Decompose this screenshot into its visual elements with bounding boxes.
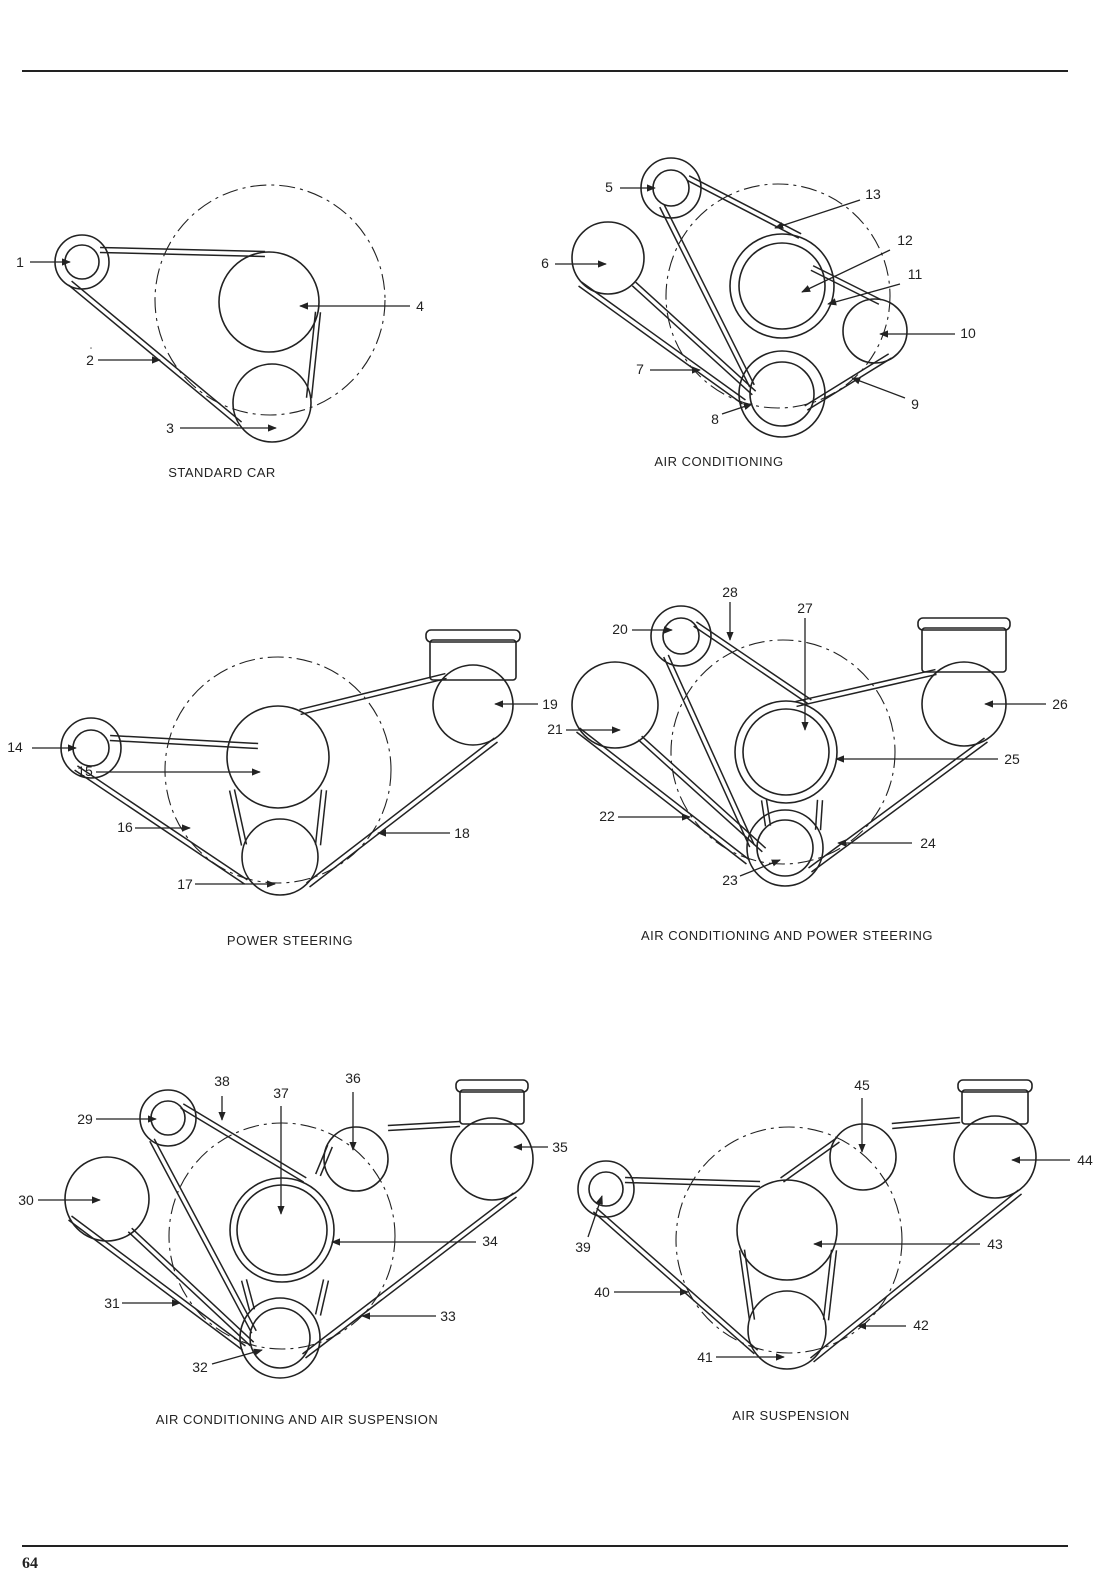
drive-belt	[71, 1216, 245, 1346]
fan-circle	[165, 657, 391, 883]
drive-belt	[307, 312, 316, 398]
drive-belt	[72, 281, 242, 422]
callout-number: 19	[542, 696, 558, 712]
leader-arrow	[775, 200, 860, 228]
diagram-caption: STANDARD CAR	[168, 465, 276, 480]
callout-number: 10	[960, 325, 976, 341]
callout-number: 23	[722, 872, 738, 888]
fan-circle	[155, 185, 385, 415]
callout-number: 32	[192, 1359, 208, 1375]
callout-number: 7	[636, 361, 644, 377]
callout-number: 4	[416, 298, 424, 314]
callout-number: 15	[77, 763, 93, 779]
pump-reservoir	[922, 628, 1006, 672]
callout-number: 12	[897, 232, 913, 248]
pump-reservoir	[460, 1090, 524, 1124]
water-pump-pulley	[227, 706, 329, 808]
power-steering-pulley	[433, 665, 513, 745]
water-pump-pulley-rim	[730, 234, 834, 338]
callout-number: 25	[1004, 751, 1020, 767]
drive-belt	[75, 770, 245, 884]
drive-belt	[150, 1141, 252, 1333]
callout-number: 18	[454, 825, 470, 841]
drive-belt	[183, 1104, 306, 1178]
idler-pulley	[843, 299, 907, 363]
callout-number: 43	[987, 1236, 1003, 1252]
callout-number: 33	[440, 1308, 456, 1324]
fan-circle	[676, 1127, 902, 1353]
water-pump-pulley	[219, 252, 319, 352]
callout-number: 8	[711, 411, 719, 427]
air-compressor-pulley	[324, 1127, 388, 1191]
callout-number: 16	[117, 819, 133, 835]
generator-pulley-rim	[651, 606, 711, 666]
callout-number: 20	[612, 621, 628, 637]
generator-pulley	[73, 730, 109, 766]
callout-number: 13	[865, 186, 881, 202]
drive-belt	[580, 728, 750, 860]
fan-circle	[671, 640, 895, 864]
compressor-pulley	[65, 1157, 149, 1241]
diagram-caption: AIR SUSPENSION	[732, 1408, 850, 1423]
water-pump-pulley	[743, 709, 829, 795]
drive-belt	[795, 670, 935, 702]
diagram-caption: POWER STEERING	[226, 933, 354, 948]
callout-number: 45	[854, 1077, 870, 1093]
drive-belt	[316, 790, 322, 845]
callout-number: 44	[1077, 1152, 1093, 1168]
callout-number: 6	[541, 255, 549, 271]
drive-belt	[100, 252, 265, 256]
drive-belt	[805, 354, 889, 406]
callout-number: 14	[7, 739, 23, 755]
water-pump-pulley	[737, 1180, 837, 1280]
drive-belt	[632, 286, 752, 395]
generator-pulley	[151, 1101, 185, 1135]
leader-arrow	[852, 378, 905, 398]
callout-number: 26	[1052, 696, 1068, 712]
drive-belt	[660, 207, 750, 387]
drive-belt	[593, 1212, 754, 1354]
callout-number: 39	[575, 1239, 591, 1255]
drive-belt	[306, 1197, 517, 1358]
diagram-caption: AIR CONDITIONING	[654, 454, 784, 469]
callout-number: 5	[605, 179, 613, 195]
drive-belt	[807, 358, 891, 410]
diagram-caption: AIR CONDITIONING AND POWER STEERING	[641, 928, 933, 943]
drive-belt	[781, 1138, 837, 1178]
drive-belt	[576, 732, 746, 864]
drive-belt	[581, 282, 745, 400]
generator-pulley	[65, 245, 99, 279]
pump-reservoir	[962, 1090, 1028, 1124]
drive-belt	[597, 1208, 758, 1350]
water-pump-pulley-rim	[735, 701, 837, 803]
drive-belt	[809, 738, 985, 868]
drive-belt	[306, 738, 494, 883]
callout-number: 2	[86, 352, 94, 368]
callout-number: 34	[482, 1233, 498, 1249]
callout-number: 27	[797, 600, 813, 616]
drive-belt	[636, 282, 756, 391]
callout-number: 41	[697, 1349, 713, 1365]
leader-arrow	[802, 250, 890, 292]
drive-belt	[687, 180, 799, 238]
drive-belt	[744, 1250, 754, 1320]
drive-belt	[310, 742, 498, 887]
power-unit-pulley	[451, 1118, 533, 1200]
generator-pulley	[653, 170, 689, 206]
drive-belt	[77, 766, 247, 880]
callout-number: 9	[911, 396, 919, 412]
drive-belt	[128, 1232, 250, 1346]
callout-number: 38	[214, 1073, 230, 1089]
generator-pulley-rim	[140, 1090, 196, 1146]
drive-belt	[388, 1126, 460, 1130]
callout-number: 37	[273, 1085, 289, 1101]
drive-belt	[762, 800, 766, 826]
crankshaft-pulley	[750, 362, 814, 426]
callout-number: 21	[547, 721, 563, 737]
drive-belt	[388, 1122, 460, 1126]
page-number: 64	[22, 1555, 38, 1572]
drive-belt	[230, 791, 242, 846]
diagram-caption: AIR CONDITIONING AND AIR SUSPENSION	[155, 1412, 439, 1427]
callout-number: 29	[77, 1111, 93, 1127]
drive-belt	[69, 1220, 243, 1350]
callout-number: 28	[722, 584, 738, 600]
drive-belt	[100, 248, 265, 252]
callout-number: 31	[104, 1295, 120, 1311]
callout-number: 35	[552, 1139, 568, 1155]
drive-belt	[892, 1122, 960, 1128]
bottom-rule	[22, 1545, 1068, 1547]
air-compressor-pulley	[830, 1124, 896, 1190]
drive-belt	[132, 1228, 254, 1342]
drive-belt	[625, 1182, 760, 1186]
callout-number: 40	[594, 1284, 610, 1300]
generator-pulley	[663, 618, 699, 654]
crankshaft-pulley-rim	[240, 1298, 320, 1378]
drive-belt	[181, 1108, 304, 1182]
leader-arrow	[212, 1350, 262, 1364]
callout-number: 30	[18, 1192, 34, 1208]
drive-belt	[664, 657, 750, 847]
callout-number: 24	[920, 835, 936, 851]
compressor-pulley	[572, 662, 658, 748]
drive-belt	[820, 800, 822, 830]
drive-belt	[816, 800, 818, 830]
water-pump-pulley	[739, 243, 825, 329]
drive-belt	[811, 742, 987, 872]
drive-belt	[892, 1118, 960, 1124]
water-pump-pulley	[237, 1185, 327, 1275]
crankshaft-pulley	[233, 364, 311, 442]
drive-belt	[694, 626, 809, 704]
crankshaft-pulley	[250, 1308, 310, 1368]
power-unit-pulley	[954, 1116, 1036, 1198]
callout-number: 22	[599, 808, 615, 824]
callout-number: 3	[166, 420, 174, 436]
callout-number: 17	[177, 876, 193, 892]
leader-arrow	[722, 404, 752, 414]
callout-number: 42	[913, 1317, 929, 1333]
generator-pulley-rim	[578, 1161, 634, 1217]
drive-belt	[320, 790, 326, 845]
drive-belt	[814, 1194, 1022, 1362]
water-pump-pulley-rim	[230, 1178, 334, 1282]
drive-belt	[302, 1193, 513, 1354]
drive-belt	[234, 789, 246, 844]
drive-belt	[696, 622, 811, 700]
generator-pulley	[589, 1172, 623, 1206]
callout-number: 1	[16, 254, 24, 270]
drive-belt	[299, 674, 445, 710]
callout-number: 11	[907, 266, 923, 282]
callout-number: 36	[345, 1070, 361, 1086]
drive-belt	[797, 674, 937, 706]
